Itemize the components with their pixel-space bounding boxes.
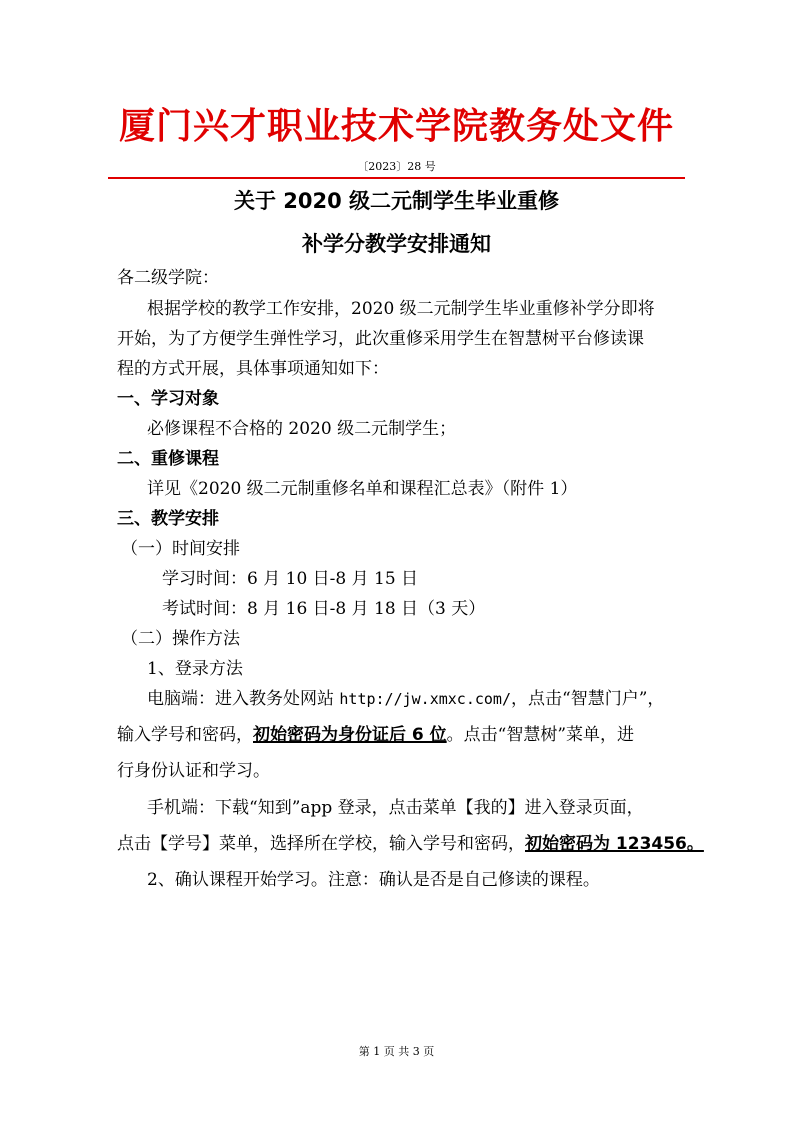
confirm-line: 2、确认课程开始学习。注意：确认是否是自己修读的课程。	[147, 870, 600, 890]
org-title: 厦门兴才职业技术学院教务处文件	[118, 106, 674, 147]
website-link[interactable]: http://jw.xmxc.com/	[339, 690, 511, 708]
section-heading-3: 三、教学安排	[117, 509, 219, 529]
mobile-password-note: 初始密码为 123456。	[525, 834, 704, 854]
login-heading: 1、登录方法	[147, 659, 243, 679]
notice-title-line1: 关于 2020 级二元制学生毕业重修	[233, 189, 560, 213]
pc-line-2	[117, 723, 634, 747]
pc-line-1	[147, 687, 664, 711]
document-number: 〔2023〕28 号	[357, 160, 436, 173]
intro-line-3: 程的方式开展，具体事项通知如下：	[117, 359, 389, 379]
pc-line2-suffix: 。点击“智慧树”菜单，进	[446, 725, 635, 745]
mobile-line-1: 手机端：下载“知到”app 登录，点击菜单【我的】进入登录页面，	[147, 798, 644, 818]
subsection-method: （二）操作方法	[121, 629, 240, 649]
section-2-text: 详见《2020 级二元制重修名单和课程汇总表》（附件 1）	[147, 479, 578, 499]
mobile-line2-prefix: 点击【学号】菜单，选择所在学校，输入学号和密码，	[117, 834, 525, 854]
subsection-time: （一）时间安排	[121, 539, 240, 559]
notice-title-line2: 补学分教学安排通知	[302, 232, 491, 256]
section-1-text: 必修课程不合格的 2020 级二元制学生；	[147, 419, 457, 439]
study-time: 学习时间：6 月 10 日-8 月 15 日	[162, 569, 419, 589]
mobile-line-2	[117, 832, 704, 856]
section-heading-1: 一、学习对象	[117, 389, 219, 409]
red-divider	[108, 177, 685, 179]
page-footer: 第 1 页 共 3 页	[358, 1045, 435, 1058]
pc-line-3: 行身份认证和学习。	[117, 761, 270, 781]
intro-line-2: 开始，为了方便学生弹性学习，此次重修采用学生在智慧树平台修读课	[117, 329, 644, 349]
exam-time: 考试时间：8 月 16 日-8 月 18 日（3 天）	[162, 599, 486, 619]
intro-line-1: 根据学校的教学工作安排，2020 级二元制学生毕业重修补学分即将	[147, 299, 655, 319]
pc-suffix: ，点击“智慧门户”，	[511, 689, 665, 709]
addressee: 各二级学院：	[117, 268, 219, 288]
section-heading-2: 二、重修课程	[117, 449, 219, 469]
pc-password-note: 初始密码为身份证后 6 位	[253, 725, 447, 745]
pc-line2-prefix: 输入学号和密码，	[117, 725, 253, 745]
pc-prefix: 电脑端：进入教务处网站	[147, 689, 340, 709]
